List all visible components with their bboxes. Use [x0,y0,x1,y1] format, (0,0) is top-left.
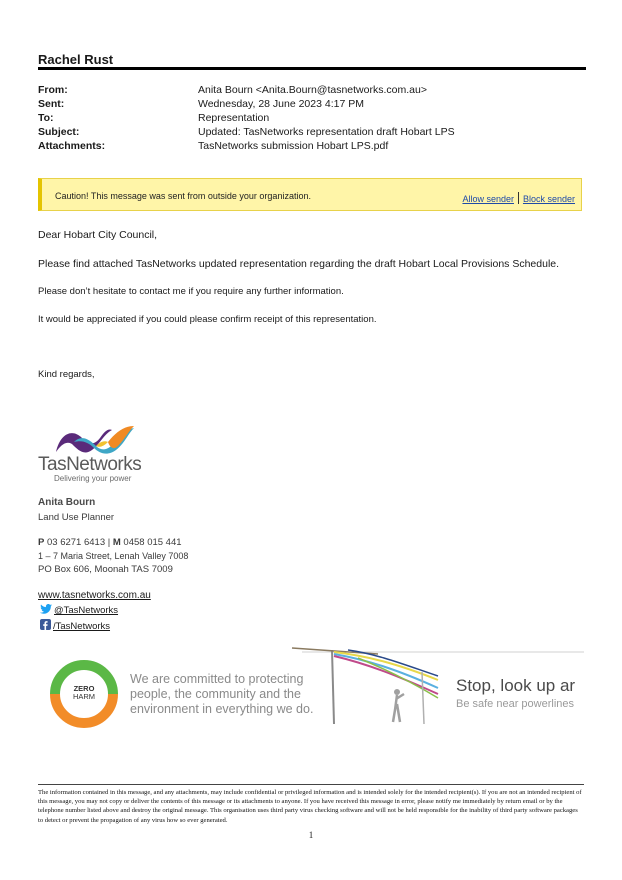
to-value: Representation [198,112,270,124]
mobile-label: M [112,537,121,548]
title-rule [38,67,586,70]
body-paragraph: Please don’t hesitate to contact me if you require any further information. [38,286,344,297]
attachments-label: Attachments: [38,140,106,152]
from-value: Anita Bourn <Anita.Bourn@tasnetworks.com.au> [198,84,427,96]
twitter-handle[interactable]: @TasNetworks [54,605,119,616]
footer-rule [38,784,584,785]
stop-look-up-text: Stop, look up ar [456,676,576,695]
logo-tagline: Delivering your power [54,474,132,483]
facebook-link[interactable] [40,619,110,632]
divider [518,192,519,204]
subject-value: Updated: TasNetworks representation draft Hobart LPS [198,126,455,138]
twitter-link[interactable] [40,604,118,616]
to-label: To: [38,112,54,124]
external-sender-banner [38,178,582,211]
body-paragraph: Please find attached TasNetworks updated representation regarding the draft Hobart Local Provisions Schedule. [38,258,560,270]
phone-number: 03 6271 6413 [46,537,106,548]
signature-name: Anita Bourn [38,497,96,508]
facebook-handle[interactable]: /TasNetworks [53,621,111,632]
sent-label: Sent: [38,98,65,110]
website-link[interactable]: www.tasnetworks.com.au [38,590,151,601]
caution-text: Caution! This message was sent from outside your organization. [55,191,311,201]
body-paragraph: It would be appreciated if you could please confirm receipt of this representation. [38,314,377,325]
signoff: Kind regards, [38,369,95,380]
page-title: Rachel Rust [38,52,114,67]
signature-phones [38,537,182,548]
sent-value: Wednesday, 28 June 2023 4:17 PM [198,98,364,110]
powerline-safety-text: Be safe near powerlines [456,698,575,710]
zero-label: ZERO [73,684,95,693]
harm-label: HARM [72,692,96,701]
mobile-number: 0458 015 441 [123,537,182,548]
twitter-icon [40,604,52,614]
commitment-text: We are committed to protecting people, the community and the environment in everything we do. [130,672,314,716]
subject-label: Subject: [38,126,80,138]
signature-title: Land Use Planner [38,512,115,523]
safety-banner [38,646,584,728]
facebook-icon [40,619,51,630]
phone-label: P [38,537,45,548]
phone-separator: | [107,537,111,548]
signature-address: 1 – 7 Maria Street, Lenah Valley 7008 [38,551,189,561]
page-number: 1 [308,830,314,840]
allow-sender-link[interactable]: Allow sender [462,194,514,204]
attachment-file[interactable]: TasNetworks submission Hobart LPS.pdf [198,140,389,152]
caution-actions [462,192,575,204]
legal-disclaimer: The information contained in this message, and any attachments, may include confidential or privileged information and is intended solely for the intended recipient(s). If you are not an intended recipient of this message, you may not copy or deliver the contents of this message or its attachments to anyone. If you have received this message in error, please notify me immediately by return email or by the telephone number listed above and destroy the original message. This organisation uses third party virus checking software and will not be held responsible for the inability of third party software packages to detect or prevent the propagation of any virus how so ever generated. [38,789,582,824]
from-label: From: [38,84,68,96]
signature-po-box: PO Box 606, Moonah TAS 7009 [38,564,173,575]
logo-wordmark: TasNetworks [38,454,142,475]
zero-harm-badge [69,685,99,701]
block-sender-link[interactable]: Block sender [522,194,575,204]
greeting: Dear Hobart City Council, [38,229,158,241]
